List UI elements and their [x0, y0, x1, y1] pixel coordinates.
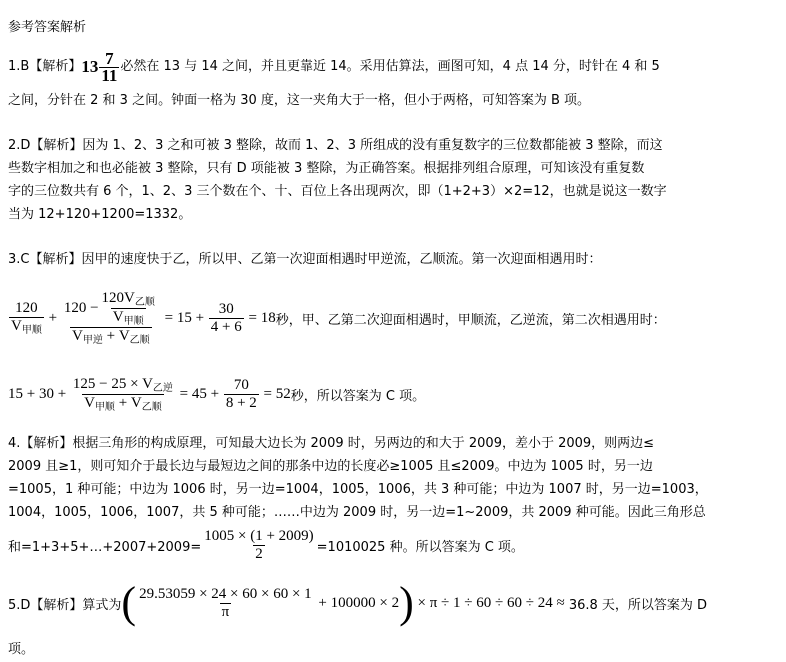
- answer-4-line-3: =1005，1 种可能；中边为 1006 时，另一边=1004，1005，1006，共 3 种可能；中边为 1007 时，另一边=1003，: [8, 482, 708, 497]
- answer-3-line-1: 3.C【解析】因甲的速度快于乙，所以甲、乙第一次迎面相遇时甲逆流，乙顺流。第一次迎面相遇用时：: [8, 252, 602, 267]
- fraction-numerator: 120: [15, 300, 38, 316]
- answer-2-line-1: 2.D【解析】因为 1、2、3 之和可被 3 整除，故而 1、2、3 所组成的没有重复数字的三位数都能被 3 整除，而这: [8, 138, 663, 153]
- fraction-inner: $\frac{120V_{乙顺}}{V_{甲顺}}$: [101, 290, 155, 327]
- fraction-sum-formula: $\frac{1005 \times (1 + 2009)}{2}$: [204, 527, 314, 562]
- operations: × π ÷ 1 ÷ 60 ÷ 60 ÷ 24 ≈: [413, 594, 565, 611]
- mixed-number-whole: 13: [81, 57, 99, 76]
- answer-5-result: 36.8 天，所以答案为 D: [564, 597, 708, 613]
- fraction-numerator: 7: [105, 48, 114, 68]
- plus-term: + 100000 × 2: [314, 594, 400, 611]
- fraction-30-over-sum: $\frac{30}{4 + 6}$: [210, 300, 242, 335]
- fraction-moon-period: $\frac{29.53059 \times 24 \times 60 \times 60 \times 1}{\pi}$: [139, 585, 312, 620]
- answer-1: [8, 44, 660, 90]
- equals-part: = 15 +: [160, 309, 208, 326]
- right-paren: ): [399, 578, 414, 627]
- sum-prefix: 15 + 30 +: [8, 385, 70, 402]
- result-52: = 52: [259, 385, 291, 402]
- page-title: 参考答案解析: [8, 20, 87, 35]
- fraction-denominator: $V_{甲逆} + V_{乙顺}$: [72, 328, 150, 346]
- equals-part-2: = 45 +: [175, 385, 223, 402]
- answer-4-line-1: 4.【解析】根据三角形的构成原理，可知最大边长为 2009 时，另两边的和大于 2009，差小于 2009，则两边≤: [8, 436, 655, 451]
- answer-5-label: 5.D【解析】算式为: [8, 597, 122, 613]
- mixed-number-fraction: [99, 48, 119, 85]
- fraction-70-over-sum: $\frac{70}{8 + 2}$: [225, 376, 257, 411]
- answer-4-line-5: 和=1+3+5+…+2007+2009= $\frac{1005 \times (1 + 2009)}{2}$ =1010025 种。所以答案为 C 项。: [8, 527, 524, 562]
- answer-2-line-4: 当为 12+120+1200=1332。: [8, 207, 192, 222]
- fraction-120-over-v: [9, 300, 44, 336]
- answer-3-formula-2: [8, 368, 425, 420]
- answer-1-text: 必然在 13 与 14 之间，并且更靠近 14。采用估算法，画图可知，4 点 14 分，时针在 4 和 5: [120, 59, 660, 74]
- answer-4-line-4: 1004，1005，1006，1007，共 5 种可能；……中边为 2009 时，另一边=1~2009，共 2009 种可能。因此三角形总: [8, 505, 706, 520]
- answer-3-text-2: 秒，甲、乙第二次迎面相遇时，甲顺流，乙逆流，第二次相遇用时：: [275, 312, 666, 328]
- fraction-compound: [62, 290, 160, 346]
- result-18: = 18: [244, 309, 276, 326]
- fraction-denominator: $V_{甲顺}$: [11, 318, 42, 336]
- plus-sign: +: [44, 309, 61, 326]
- answer-2-line-3: 字的三位数共有 6 个，1、2、3 三个数在个、十、百位上各出现两次，即（1+2+3）×2=12，也就是说这一数字: [8, 184, 667, 199]
- left-paren: (: [121, 578, 137, 627]
- answer-4-line-2: 2009 且≥1，则可知介于最长边与最短边之间的那条中边的长度必≥1005 且≤2009。中边为 1005 时，另一边: [8, 459, 653, 474]
- answer-1-label: 1.B【解析】: [8, 59, 82, 74]
- answer-3-formula-1: [8, 277, 666, 359]
- answer-1-text-2: 之间，分针在 2 和 3 之间。钟面一格为 30 度，这一夹角大于一格，但小于两格，可知答案为 B 项。: [8, 93, 591, 108]
- fraction-125: $\frac{125 - 25 \times V_{乙逆}}{V_{甲顺} + V_{乙顺}}$: [72, 375, 173, 413]
- answer-2-line-2: 些数字相加之和也必能被 3 整除，只有 D 项能被 3 整除，为正确答案。根据排列组合原理，可知该没有重复数: [8, 161, 645, 176]
- answer-5-line-2: 项。: [8, 642, 35, 657]
- answer-3-text-3: 秒，所以答案为 C 项。: [290, 388, 426, 404]
- fraction-numerator: 120 − $\frac{120V_{乙顺}}{V_{甲顺}}$: [63, 290, 155, 327]
- fraction-denominator: 11: [101, 65, 118, 85]
- answer-5-line-1: [8, 578, 707, 628]
